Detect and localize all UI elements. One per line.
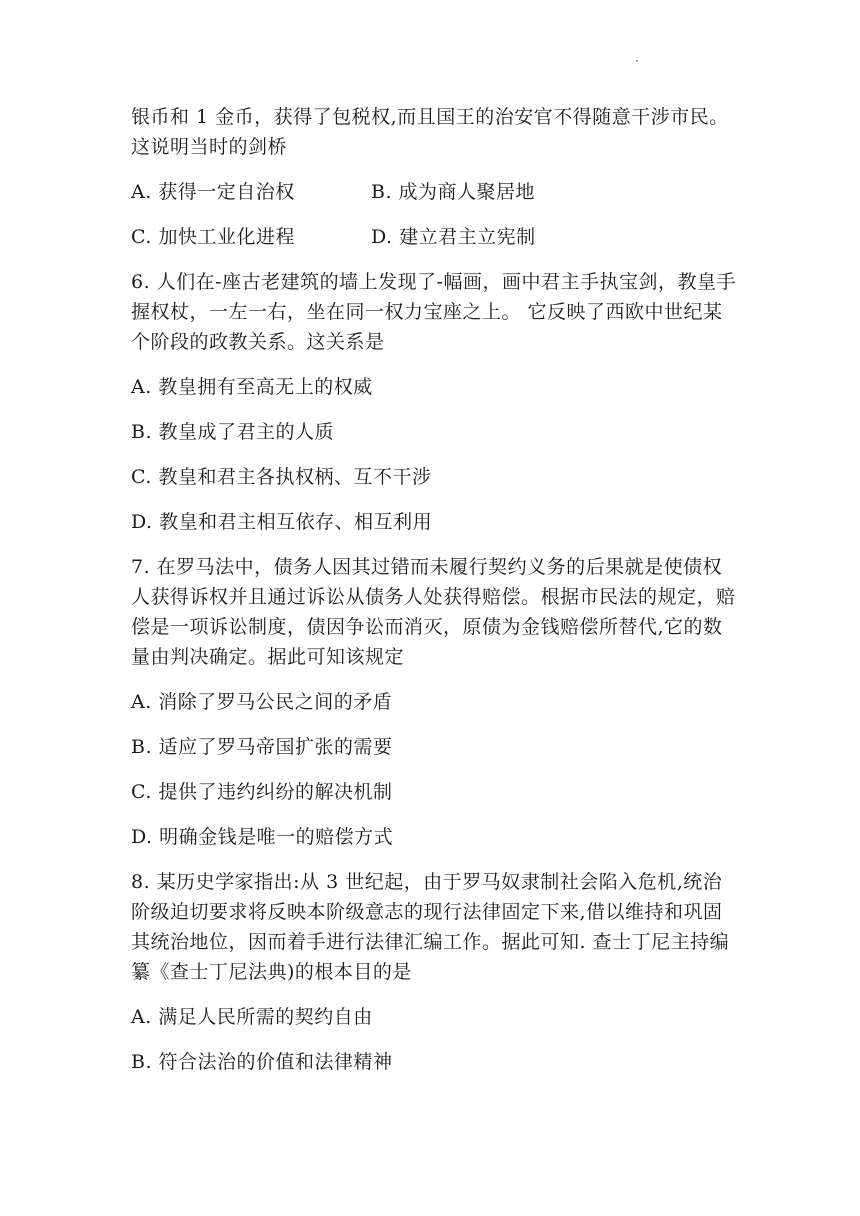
q6-option-c: C. 教皇和君主各执权柄、互不干涉 — [131, 466, 432, 488]
q7-option-b: B. 适应了罗马帝国扩张的需要 — [131, 736, 393, 758]
q7-option-d: D. 明确金钱是唯一的赔偿方式 — [131, 826, 394, 848]
q6-option-d: D. 教皇和君主相互依存、相互利用 — [131, 511, 433, 533]
q6-option-a: A. 教皇拥有至高无上的权威 — [131, 376, 373, 398]
q7-stem: 7. 在罗马法中，债务人因其过错而未履行契约义务的后果就是使债权人获得诉权并且通过诉讼从债务人处获得赔偿。根据市民法的规定，赔偿是一项诉讼制度，债因争讼而消灭，原债为金钱赔偿所替代,它的数量由判决确定。据此可知该规定 — [131, 556, 736, 668]
q5-stem: 银币和 1 金币，获得了包税权,而且国王的治安官不得随意干涉市民。这说明当时的剑桥 — [131, 106, 729, 158]
q5-option-a: A. 获得一定自治权 — [131, 181, 295, 203]
page-mark — [636, 60, 638, 62]
q5-option-d: D. 建立君主立宪制 — [371, 226, 536, 248]
q7-option-a: A. 消除了罗马公民之间的矛盾 — [131, 691, 393, 713]
q8-option-b: B. 符合法治的价值和法律精神 — [131, 1051, 393, 1073]
q6-option-b: B. 教皇成了君主的人质 — [131, 421, 335, 443]
q5-option-c: C. 加快工业化进程 — [131, 226, 295, 248]
q5-option-b: B. 成为商人聚居地 — [371, 181, 536, 203]
question-content — [131, 102, 741, 1092]
q8-option-a: A. 满足人民所需的契约自由 — [131, 1006, 373, 1028]
q8-stem: 8. 某历史学家指出:从 3 世纪起，由于罗马奴隶制社会陷入危机,统治阶级迫切要求将反映本阶级意志的现行法律固定下来,借以维持和巩固其统治地位，因而着手进行法律汇编工作。据此可知. 查士丁尼主持编纂《查士丁尼法典)的根本目的是 — [131, 871, 730, 983]
q7-option-c: C. 提供了违约纠纷的解决机制 — [131, 781, 393, 803]
q6-stem: 6. 人们在-座古老建筑的墙上发现了-幅画，画中君主手执宝剑，教皇手握权杖，一左一右，坐在同一权力宝座之上。 它反映了西欧中世纪某个阶段的政教关系。这关系是 — [131, 271, 737, 353]
q5-options-row-2 — [131, 222, 741, 252]
q5-options-row-1 — [131, 177, 741, 207]
